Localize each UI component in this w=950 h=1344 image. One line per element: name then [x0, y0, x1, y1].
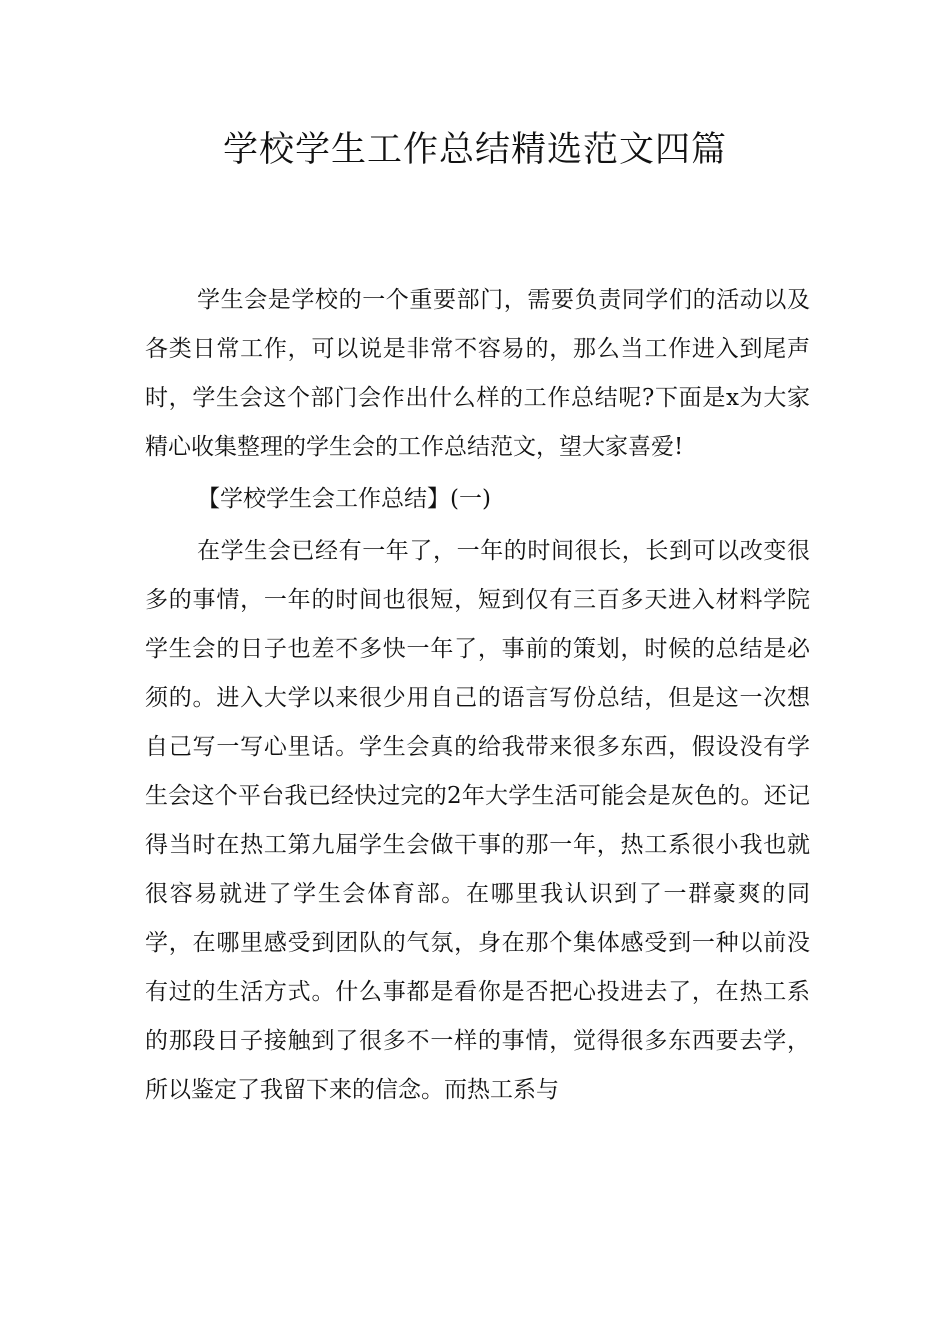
intro-paragraph: 学生会是学校的一个重要部门，需要负责同学们的活动以及各类日常工作，可以说是非常不容易的，那么当工作进入到尾声时，学生会这个部门会作出什么样的工作总结呢?下面是x为大家精心收集整理的学生会的工作总结范文，望大家喜爱! [145, 287, 810, 460]
body-paragraph: 在学生会已经有一年了，一年的时间很长，长到可以改变很多的事情，一年的时间也很短，短到仅有三百多天进入材料学院学生会的日子也差不多快一年了，事前的策划，时候的总结是必须的。进入大学以来很少用自己的语言写份总结，但是这一次想自己写一写心里话。学生会真的给我带来很多东西，假设没有学生会这个平台我已经快过完的2年大学生活可能会是灰色的。还记得当时在热工第九届学生会做干事的那一年，热工系很小我也就很容易就进了学生会体育部。在哪里我认识到了一群豪爽的同学，在哪里感受到团队的气氛，身在那个集体感受到一种以前没有过的生活方式。什么事都是看你是否把心投进去了，在热工系的那段日子接触到了很多不一样的事情，觉得很多东西要去学，所以鉴定了我留下来的信念。而热工系与 [145, 538, 810, 1103]
document-title: 学校学生工作总结精选范文四篇 [222, 130, 727, 170]
document-body [145, 276, 810, 1115]
section-heading: 【学校学生会工作总结】(一) [197, 486, 491, 512]
